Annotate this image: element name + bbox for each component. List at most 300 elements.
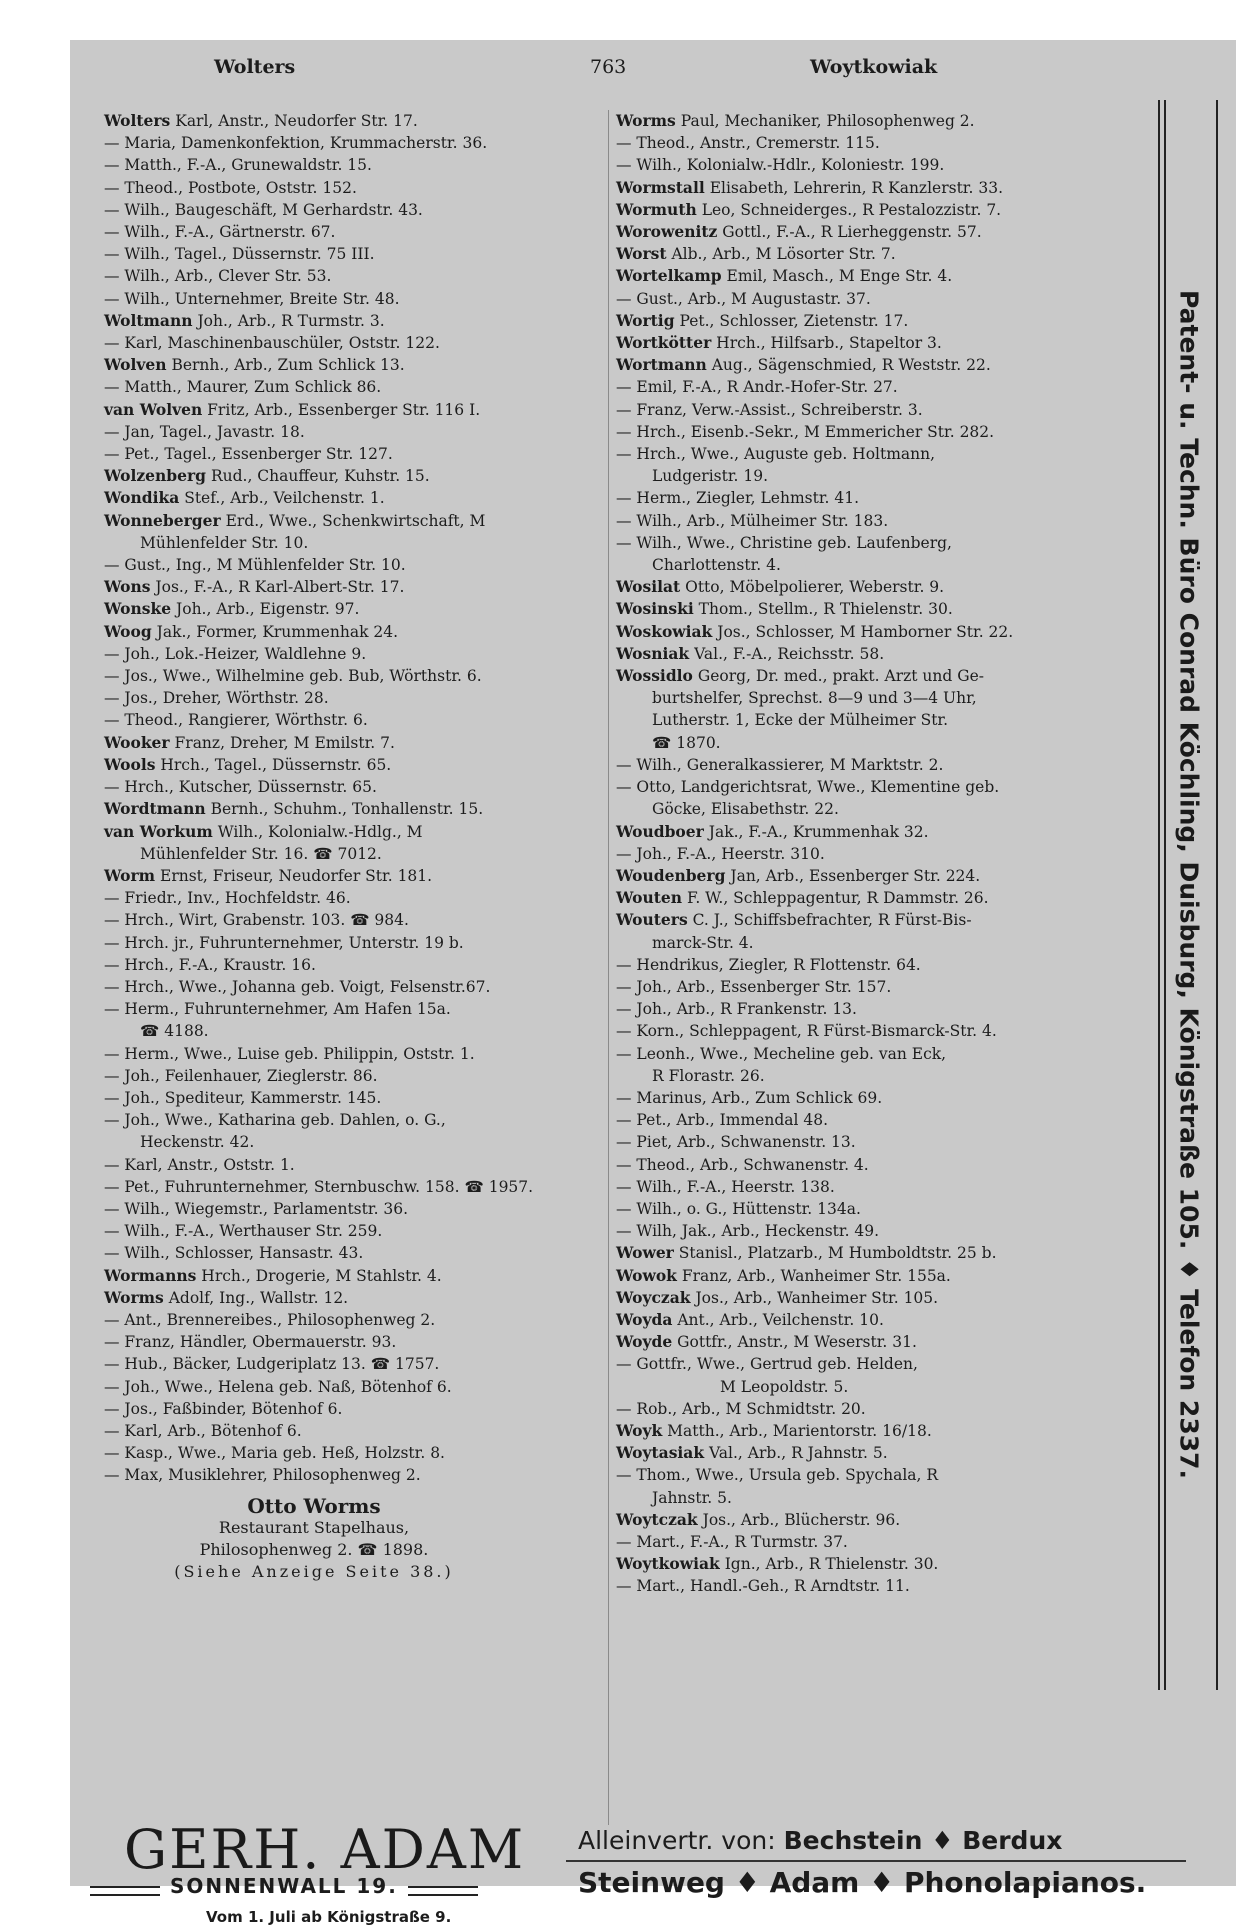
directory-entry: [104, 177, 604, 199]
directory-entry: [616, 843, 1154, 865]
entry-details: Ign., Arb., R Thielenstr. 30.: [724, 1555, 939, 1574]
directory-entry: [616, 865, 1154, 887]
side-banner: [1154, 100, 1224, 1690]
column-divider: [608, 110, 609, 1825]
directory-entry: [104, 265, 604, 287]
entry-details: C. J., Schiffsbefrachter, R Fürst-Bis-: [692, 911, 972, 930]
directory-entry: [104, 510, 604, 532]
directory-entry: [104, 1154, 604, 1176]
entry-surname: Woskowiak: [616, 621, 713, 641]
directory-entry: [104, 487, 604, 509]
entry-details: Joh., Arb., R Turmstr. 3.: [197, 311, 385, 330]
entry-details: — Wilh, Jak., Arb., Heckenstr. 49.: [616, 1222, 880, 1241]
entry-surname: Woytkowiak: [616, 1554, 720, 1574]
entry-surname: Wosniak: [616, 643, 690, 663]
directory-entry: [104, 376, 604, 398]
directory-entry: [104, 1398, 604, 1420]
entry-details: — Joh., Feilenhauer, Zieglerstr. 86.: [104, 1066, 378, 1085]
entry-surname: Wortkötter: [616, 333, 712, 353]
directory-entry: [616, 1531, 1154, 1553]
entry-details: Jos., F.-A., R Karl-Albert-Str. 17.: [155, 578, 405, 597]
entry-details: Hrch., Hilfsarb., Stapeltor 3.: [716, 334, 942, 353]
entry-details: Franz, Dreher, M Emilstr. 7.: [174, 733, 395, 752]
entry-details: Jos., Schlosser, M Hamborner Str. 22.: [717, 622, 1014, 641]
entry-surname: Wortmann: [616, 355, 707, 375]
directory-entry: [104, 954, 604, 976]
entry-details: Mühlenfelder Str. 16. ☎ 7012.: [140, 844, 382, 863]
entry-details: — Wilh., Kolonialw.-Hdlr., Koloniestr. 199.: [616, 156, 945, 175]
entry-surname: Woyda: [616, 1309, 673, 1329]
directory-entry: [104, 421, 604, 443]
directory-entry: [104, 665, 604, 687]
entry-surname: Woudboer: [616, 821, 704, 841]
header-right: Woytkowiak: [810, 56, 938, 78]
entry-details: marck-Str. 4.: [652, 933, 754, 952]
entry-details: — Jos., Dreher, Wörthstr. 28.: [104, 689, 329, 708]
entry-details: — Herm., Wwe., Luise geb. Philippin, Oststr. 1.: [104, 1044, 475, 1063]
directory-entry: [616, 465, 1154, 487]
entry-surname: Worowenitz: [616, 222, 718, 242]
directory-entry: [616, 221, 1154, 243]
right-column: [616, 110, 1154, 1598]
directory-entry: [616, 1376, 1154, 1398]
entry-details: — Wilh., Unternehmer, Breite Str. 48.: [104, 289, 400, 308]
directory-entry: [104, 754, 604, 776]
directory-entry: [616, 1287, 1154, 1309]
vendor-brands: Bechstein ♦ Berdux: [783, 1826, 1063, 1855]
banner-rule: [1158, 100, 1160, 1690]
directory-entry: [616, 1198, 1154, 1220]
entry-details: Hrch., Drogerie, M Stahlstr. 4.: [201, 1266, 442, 1285]
directory-entry: [616, 154, 1154, 176]
entry-surname: Wolven: [104, 355, 167, 375]
directory-entry: [104, 132, 604, 154]
entry-details: — Ant., Brennereibes., Philosophenweg 2.: [104, 1310, 436, 1329]
entry-details: — Wilh., Generalkassierer, M Marktstr. 2.: [616, 755, 944, 774]
directory-entry: [104, 1087, 604, 1109]
directory-entry: [616, 687, 1154, 709]
directory-entry: [104, 1287, 604, 1309]
directory-entry: [104, 1353, 604, 1375]
directory-entry: [104, 310, 604, 332]
directory-entry: [616, 776, 1154, 798]
directory-entry: [104, 1265, 604, 1287]
entry-details: Ernst, Friseur, Neudorfer Str. 181.: [160, 866, 433, 885]
entry-details: Lutherstr. 1, Ecke der Mülheimer Str.: [652, 711, 949, 730]
entry-details: ☎ 4188.: [140, 1022, 209, 1041]
directory-entry: [616, 354, 1154, 376]
entry-surname: Wortelkamp: [616, 266, 722, 286]
entry-details: Fritz, Arb., Essenberger Str. 116 I.: [207, 400, 481, 419]
entry-details: — Kasp., Wwe., Maria geb. Heß, Holzstr. 8.: [104, 1444, 445, 1463]
entry-details: Emil, Masch., M Enge Str. 4.: [726, 267, 953, 286]
entry-surname: Worms: [104, 1287, 164, 1307]
entry-details: — Jos., Wwe., Wilhelmine geb. Bub, Wörthstr. 6.: [104, 667, 482, 686]
entry-details: — Joh., Arb., R Frankenstr. 13.: [616, 1000, 857, 1019]
entry-surname: Worst: [616, 244, 667, 264]
directory-entry: [616, 709, 1154, 731]
entry-details: R Florastr. 26.: [652, 1066, 765, 1085]
directory-entry: [616, 954, 1154, 976]
entry-details: — Maria, Damenkonfektion, Krummacherstr. 36.: [104, 134, 488, 153]
entry-details: — Herm., Fuhrunternehmer, Am Hafen 15a.: [104, 1000, 451, 1019]
entry-details: — Hrch., Eisenb.-Sekr., M Emmericher Str. 282.: [616, 422, 995, 441]
entry-details: — Wilh., F.-A., Heerstr. 138.: [616, 1177, 835, 1196]
directory-entry: [616, 199, 1154, 221]
directory-entry: [616, 1109, 1154, 1131]
directory-entry: [616, 1442, 1154, 1464]
directory-entry: [616, 1398, 1154, 1420]
entry-details: Gottl., F.-A., R Lierheggenstr. 57.: [722, 223, 982, 242]
entry-details: — Theod., Postbote, Oststr. 152.: [104, 178, 357, 197]
entry-details: — Wilh., Tagel., Düssernstr. 75 III.: [104, 245, 375, 264]
entry-details: — Wilh., o. G., Hüttenstr. 134a.: [616, 1199, 861, 1218]
directory-entry: [104, 1020, 604, 1042]
entry-details: F. W., Schleppagentur, R Dammstr. 26.: [686, 889, 989, 908]
entry-details: — Joh., Arb., Essenberger Str. 157.: [616, 977, 892, 996]
entry-details: Leo, Schneiderges., R Pestalozzistr. 7.: [701, 200, 1002, 219]
entry-surname: Woltmann: [104, 310, 193, 330]
entry-details: — Emil, F.-A., R Andr.-Hofer-Str. 27.: [616, 378, 898, 397]
entry-surname: Wortig: [616, 310, 675, 330]
directory-entry: [616, 265, 1154, 287]
advert-company: GERH. ADAM: [124, 1818, 526, 1881]
directory-entry: [104, 1331, 604, 1353]
entry-details: — Rob., Arb., M Schmidtstr. 20.: [616, 1399, 866, 1418]
entry-details: Bernh., Schuhm., Tonhallenstr. 15.: [210, 800, 484, 819]
directory-entry: [616, 421, 1154, 443]
directory-entry: [616, 598, 1154, 620]
directory-entry: [104, 909, 604, 931]
directory-entry: [616, 177, 1154, 199]
entry-surname: Wondika: [104, 488, 180, 508]
entry-details: Adolf, Ing., Wallstr. 12.: [168, 1288, 349, 1307]
directory-entry: [616, 643, 1154, 665]
entry-details: — Gottfr., Wwe., Gertrud geb. Helden,: [616, 1355, 918, 1374]
entry-details: Wilh., Kolonialw.-Hdlg., M: [217, 822, 423, 841]
entry-details: — Thom., Wwe., Ursula geb. Spychala, R: [616, 1466, 939, 1485]
footer-rule: [566, 1860, 1186, 1862]
entry-details: — Hendrikus, Ziegler, R Flottenstr. 64.: [616, 955, 921, 974]
directory-entry: [104, 621, 604, 643]
banner-rule: [1164, 100, 1166, 1690]
vendor-prefix: Alleinvertr. von:: [578, 1826, 776, 1855]
entry-surname: Wolters: [104, 111, 171, 130]
directory-entry: [104, 798, 604, 820]
directory-entry: [104, 1442, 604, 1464]
entry-details: — Karl, Maschinenbauschüler, Oststr. 122.: [104, 334, 440, 353]
entry-details: Alb., Arb., M Lösorter Str. 7.: [671, 245, 896, 264]
entry-details: Jos., Arb., Blücherstr. 96.: [702, 1510, 901, 1529]
directory-entry: [616, 1242, 1154, 1264]
advert-name: Otto Worms: [247, 1493, 381, 1518]
entry-details: — Franz, Händler, Obermauerstr. 93.: [104, 1333, 397, 1352]
entry-details: Charlottenstr. 4.: [652, 556, 781, 575]
entry-details: — Leonh., Wwe., Mecheline geb. van Eck,: [616, 1044, 947, 1063]
entry-details: ☎ 1870.: [652, 733, 721, 752]
directory-entry: [104, 243, 604, 265]
directory-entry: [616, 443, 1154, 465]
entry-details: Pet., Schlosser, Zietenstr. 17.: [679, 311, 909, 330]
directory-entry: [616, 110, 1154, 132]
directory-page: [70, 40, 1236, 1926]
entry-details: — Karl, Anstr., Oststr. 1.: [104, 1155, 295, 1174]
directory-entry: [616, 1176, 1154, 1198]
directory-entry: [616, 1131, 1154, 1153]
directory-entry: [104, 354, 604, 376]
entry-details: Göcke, Elisabethstr. 22.: [652, 800, 839, 819]
entry-surname: van Workum: [104, 821, 213, 841]
entry-details: — Hub., Bäcker, Ludgeriplatz 13. ☎ 1757.: [104, 1355, 440, 1374]
directory-entry: [616, 376, 1154, 398]
entry-details: — Mart., F.-A., R Turmstr. 37.: [616, 1533, 848, 1551]
directory-entry: [616, 1331, 1154, 1353]
advert-address: SONNENWALL 19.: [170, 1874, 398, 1898]
directory-entry: [616, 1575, 1154, 1597]
entry-details: Ludgeristr. 19.: [652, 467, 769, 486]
entry-surname: Wonske: [104, 599, 172, 619]
entry-details: — Pet., Fuhrunternehmer, Sternbuschw. 158. ☎ 1957.: [104, 1177, 534, 1196]
entry-details: — Joh., Wwe., Katharina geb. Dahlen, o. G.,: [104, 1111, 446, 1130]
entry-details: Elisabeth, Lehrerin, R Kanzlerstr. 33.: [709, 178, 1004, 197]
directory-entry: [616, 621, 1154, 643]
entry-details: Otto, Möbelpolierer, Weberstr. 9.: [685, 578, 945, 597]
advert-line: Restaurant Stapelhaus,: [218, 1517, 410, 1537]
entry-details: — Korn., Schleppagent, R Fürst-Bismarck-Str. 4.: [616, 1022, 997, 1041]
directory-entry: [104, 1109, 604, 1131]
entry-details: Ant., Arb., Veilchenstr. 10.: [677, 1310, 884, 1329]
directory-entry: [104, 887, 604, 909]
directory-entry: [616, 998, 1154, 1020]
directory-entry: [104, 1376, 604, 1398]
entry-details: Franz, Arb., Wanheimer Str. 155a.: [681, 1266, 951, 1285]
directory-entry: [104, 199, 604, 221]
entry-details: Rud., Chauffeur, Kuhstr. 15.: [210, 467, 430, 486]
entry-details: — Wilh., Wiegemstr., Parlamentstr. 36.: [104, 1199, 409, 1218]
entry-surname: Woyde: [616, 1332, 673, 1352]
directory-entry: [616, 1309, 1154, 1331]
directory-entry: [104, 554, 604, 576]
directory-entry: [104, 532, 604, 554]
entry-details: — Friedr., Inv., Hochfeldstr. 46.: [104, 889, 351, 908]
entry-surname: Wooker: [104, 732, 170, 752]
directory-entry: [104, 399, 604, 421]
entry-details: — Hrch., Wwe., Johanna geb. Voigt, Felsenstr.67.: [104, 977, 491, 996]
left-column: [104, 110, 604, 1583]
directory-entry: [104, 709, 604, 731]
entry-details: — Mart., Handl.-Geh., R Arndtstr. 11.: [616, 1577, 910, 1596]
entry-details: Gottfr., Anstr., M Weserstr. 31.: [677, 1333, 917, 1352]
banner-rule: [1216, 100, 1218, 1690]
directory-entry: [616, 821, 1154, 843]
entry-details: — Joh., Spediteur, Kammerstr. 145.: [104, 1088, 382, 1107]
entry-details: Val., F.-A., Reichsstr. 58.: [694, 644, 885, 663]
entry-details: Matth., Arb., Marientorstr. 16/18.: [667, 1421, 932, 1440]
entry-details: Aug., Sägenschmied, R Weststr. 22.: [711, 356, 991, 375]
entry-details: Joh., Arb., Eigenstr. 97.: [176, 600, 360, 619]
directory-entry: [104, 1043, 604, 1065]
entry-details: — Pet., Arb., Immendal 48.: [616, 1111, 829, 1130]
directory-entry: [616, 1087, 1154, 1109]
directory-entry: [616, 243, 1154, 265]
entry-details: — Gust., Ing., M Mühlenfelder Str. 10.: [104, 556, 406, 575]
directory-entry: [104, 598, 604, 620]
entry-surname: Wons: [104, 577, 151, 597]
entry-surname: Wowok: [616, 1265, 677, 1285]
directory-entry: [104, 687, 604, 709]
entry-surname: Woytczak: [616, 1509, 698, 1529]
entry-details: — Hrch., Wirt, Grabenstr. 103. ☎ 984.: [104, 911, 409, 930]
entry-details: — Pet., Tagel., Essenberger Str. 127.: [104, 445, 393, 464]
entry-details: — Hrch., F.-A., Kraustr. 16.: [104, 955, 316, 974]
directory-entry: [104, 732, 604, 754]
directory-entry: [616, 665, 1154, 687]
directory-entry: [104, 288, 604, 310]
advert-reference: (Siehe Anzeige Seite 38.): [174, 1561, 454, 1581]
entry-details: — Theod., Rangierer, Wörthstr. 6.: [104, 711, 368, 730]
directory-entry: [616, 1553, 1154, 1575]
directory-entry: [616, 932, 1154, 954]
directory-entry: [616, 732, 1154, 754]
directory-entry: [616, 132, 1154, 154]
directory-entry: [104, 1309, 604, 1331]
directory-entry: [104, 1065, 604, 1087]
directory-entry: [104, 1198, 604, 1220]
directory-entry: [616, 288, 1154, 310]
entry-details: — Theod., Anstr., Cremerstr. 115.: [616, 134, 880, 153]
entry-surname: Woyczak: [616, 1287, 691, 1307]
directory-entry: [104, 976, 604, 998]
directory-entry: [104, 932, 604, 954]
directory-entry: [104, 843, 604, 865]
entry-details: — Joh., Lok.-Heizer, Waldlehne 9.: [104, 644, 367, 663]
directory-entry: [104, 1220, 604, 1242]
entry-details: Karl, Anstr., Neudorfer Str. 17.: [175, 112, 418, 130]
directory-entry: [104, 576, 604, 598]
advert-brands: Steinweg ♦ Adam ♦ Phonolapianos.: [578, 1866, 1147, 1899]
directory-entry: [616, 1154, 1154, 1176]
entry-details: Jan, Arb., Essenberger Str. 224.: [730, 866, 981, 885]
entry-details: — Franz, Verw.-Assist., Schreiberstr. 3.: [616, 400, 923, 419]
entry-details: Paul, Mechaniker, Philosophenweg 2.: [680, 112, 975, 130]
entry-details: — Theod., Arb., Schwanenstr. 4.: [616, 1155, 869, 1174]
entry-details: Val., Arb., R Jahnstr. 5.: [709, 1444, 888, 1463]
entry-details: Heckenstr. 42.: [140, 1133, 255, 1152]
directory-entry: [616, 1020, 1154, 1042]
directory-entry: [616, 532, 1154, 554]
entry-details: Jos., Arb., Wanheimer Str. 105.: [695, 1288, 939, 1307]
advert-line: Philosophenweg 2. ☎ 1898.: [199, 1539, 429, 1559]
entry-surname: Wouters: [616, 910, 688, 930]
directory-entry: [616, 1353, 1154, 1375]
entry-details: — Matth., Maurer, Zum Schlick 86.: [104, 378, 382, 397]
entry-surname: Wonneberger: [104, 510, 221, 530]
directory-entry: [616, 332, 1154, 354]
directory-entry: [104, 1131, 604, 1153]
entry-details: — Wilh., F.-A., Werthauser Str. 259.: [104, 1222, 383, 1241]
entry-details: — Matth., F.-A., Grunewaldstr. 15.: [104, 156, 372, 175]
entry-details: — Wilh., F.-A., Gärtnerstr. 67.: [104, 223, 336, 242]
entry-surname: Wormuth: [616, 199, 697, 219]
footer-advert: [70, 1818, 1236, 1926]
directory-entry: [616, 399, 1154, 421]
entry-surname: Woyk: [616, 1420, 663, 1440]
directory-entry: [616, 576, 1154, 598]
entry-surname: Woytasiak: [616, 1443, 705, 1463]
entry-details: — Piet, Arb., Schwanenstr. 13.: [616, 1133, 856, 1152]
entry-surname: Wools: [104, 754, 156, 774]
directory-entry: [104, 1176, 604, 1198]
header-left: Wolters: [214, 56, 296, 78]
directory-entry: [616, 1509, 1154, 1531]
entry-details: M Leopoldstr. 5.: [720, 1377, 849, 1396]
entry-surname: Worms: [616, 111, 676, 130]
entry-details: — Jos., Faßbinder, Bötenhof 6.: [104, 1399, 343, 1418]
entry-surname: Worm: [104, 865, 156, 885]
entry-surname: van Wolven: [104, 399, 203, 419]
directory-entry: [616, 1220, 1154, 1242]
directory-entry: [104, 465, 604, 487]
entry-details: — Gust., Arb., M Augustastr. 37.: [616, 289, 871, 308]
entry-details: — Marinus, Arb., Zum Schlick 69.: [616, 1088, 883, 1107]
directory-entry: [616, 1487, 1154, 1509]
entry-details: Mühlenfelder Str. 10.: [140, 533, 309, 552]
directory-entry: [616, 909, 1154, 931]
entry-details: Thom., Stellm., R Thielenstr. 30.: [698, 600, 953, 619]
entry-details: — Karl, Arb., Bötenhof 6.: [104, 1421, 302, 1440]
entry-details: — Joh., Wwe., Helena geb. Naß, Bötenhof 6.: [104, 1377, 452, 1396]
advert-vendor: [578, 1826, 1062, 1855]
entry-surname: Wormstall: [616, 177, 705, 197]
directory-entry: [104, 998, 604, 1020]
directory-entry: [104, 865, 604, 887]
entry-details: — Wilh., Schlosser, Hansastr. 43.: [104, 1244, 364, 1263]
directory-entry: [104, 443, 604, 465]
directory-entry: [616, 310, 1154, 332]
entry-details: Jahnstr. 5.: [652, 1488, 732, 1507]
entry-details: — Joh., F.-A., Heerstr. 310.: [616, 844, 825, 863]
entry-details: — Wilh., Baugeschäft, M Gerhardstr. 43.: [104, 200, 423, 219]
side-banner-text: Patent- u. Techn. Büro Conrad Köchling, Duisburg, Königstraße 105. ♦ Telefon 2337.: [1174, 290, 1204, 1480]
entry-surname: Woudenberg: [616, 865, 726, 885]
directory-entry: [616, 510, 1154, 532]
directory-entry: [616, 487, 1154, 509]
entry-details: — Hrch. jr., Fuhrunternehmer, Unterstr. 19 b.: [104, 933, 464, 952]
entry-details: Jak., Former, Krummenhak 24.: [156, 622, 399, 641]
entry-details: — Jan, Tagel., Javastr. 18.: [104, 422, 305, 441]
entry-surname: Wower: [616, 1243, 674, 1263]
directory-entry: [616, 887, 1154, 909]
directory-entry: [104, 1242, 604, 1264]
directory-entry: [104, 221, 604, 243]
page-number: 763: [590, 56, 627, 78]
entry-details: — Max, Musiklehrer, Philosophenweg 2.: [104, 1466, 421, 1485]
directory-entry: [104, 643, 604, 665]
directory-entry: [616, 1265, 1154, 1287]
entry-details: Stanisl., Platzarb., M Humboldtstr. 25 b.: [678, 1244, 997, 1263]
directory-entry: [616, 976, 1154, 998]
advert-note: Vom 1. Juli ab Königstraße 9.: [206, 1908, 452, 1926]
directory-entry: [616, 1420, 1154, 1442]
entry-details: Stef., Arb., Veilchenstr. 1.: [184, 489, 385, 508]
entry-details: — Hrch., Kutscher, Düssernstr. 65.: [104, 778, 377, 797]
entry-surname: Woog: [104, 621, 152, 641]
entry-surname: Wormanns: [104, 1265, 197, 1285]
directory-entry: [616, 554, 1154, 576]
entry-surname: Wosilat: [616, 577, 681, 597]
entry-details: — Wilh., Arb., Clever Str. 53.: [104, 267, 332, 286]
entry-details: — Otto, Landgerichtsrat, Wwe., Klementine geb.: [616, 778, 1000, 797]
